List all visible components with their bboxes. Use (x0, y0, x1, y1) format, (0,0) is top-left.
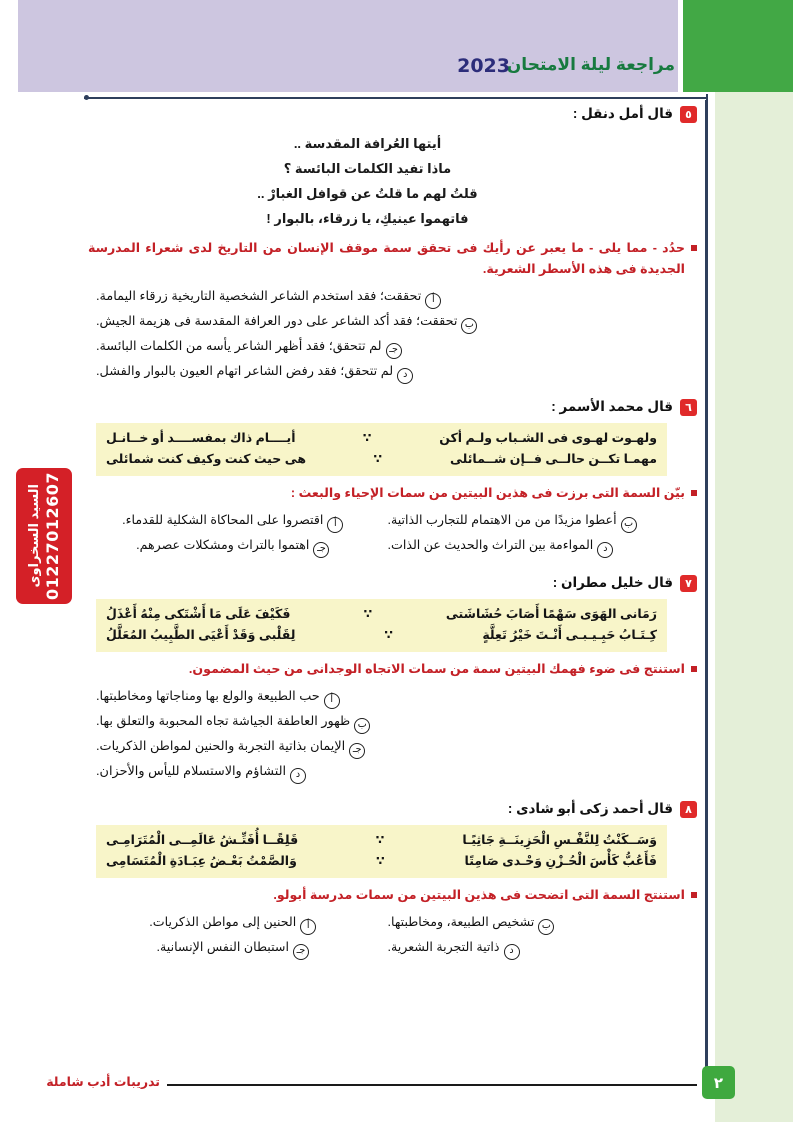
verse-hemistich-first: فَأَعُبُّ كَأْسَ الْحُـزْنِ وَحْـدى صَامِتًا (464, 854, 657, 868)
question-header (78, 798, 697, 820)
poem-line: قلتُ لهم ما قلتُ عن قوافل الغبارْ .. (257, 186, 478, 201)
verse-hemistich-first: كِـتَـابُ حَبِـيـبـى أَنْـتَ خَيْرُ تَعِلَّةٍ (482, 628, 657, 642)
option-marker: أ (327, 517, 343, 533)
verse-line (106, 604, 657, 625)
options-list (78, 910, 697, 960)
option-marker: ب (461, 318, 477, 334)
option-text: المواءمة بين التراث والحديث عن الذات. (387, 538, 594, 552)
verse-line (106, 830, 657, 851)
question-prompt-text: حدُد - مما يلى - ما يعبر عن رأيك فى تحقق سمة موقف الإنسان من التاريخ لدى شعراء المدرسة الجديدة فى هذه الأسطر الشعرية. (88, 241, 685, 276)
question-block (78, 396, 697, 558)
options-list (78, 284, 697, 384)
options-list (78, 684, 697, 784)
option-text: التشاؤم والاستسلام لليأس والأحزان. (96, 763, 287, 778)
question-title: قال أحمد زكى أبو شادى : (507, 801, 673, 816)
poem-line: فاتهموا عينيكِ، يا زرقاء، بالبوار ! (266, 211, 469, 226)
option-marker: جـ (349, 743, 365, 759)
author-name: السيد السخراوى (26, 484, 41, 588)
verse-line (106, 449, 657, 470)
verse-box (96, 599, 667, 652)
top-rule (84, 97, 708, 99)
verse-hemistich-second: فَكَيْفَ عَلَى مَا أَشْتَكى مِنْهُ أَعْذَلُ (106, 607, 291, 621)
question-title: قال خليل مطران : (552, 575, 673, 590)
page-number-badge: ٢ (702, 1066, 735, 1099)
question-prompt-text: استنتج السمة التى اتضحت فى هذين البيتين من سمات مدرسة أبولو. (273, 888, 685, 902)
question-title: قال أمل دنقل : (572, 106, 673, 121)
poem-text (78, 131, 697, 231)
bullet-icon (691, 892, 697, 898)
header-title: مراجعة ليلة الامتحان (506, 55, 675, 74)
option-marker: جـ (313, 542, 329, 558)
option-text: ظهور العاطفة الجياشة تجاه المحبوبة والتعلق بها. (96, 713, 351, 728)
verse-hemistich-second: وَالصَّمْتُ بَعْـضُ عِبَـادَةِ الْمُتَسَامِى (106, 854, 297, 868)
option-row[interactable] (82, 935, 384, 960)
verse-separator: ∵ (376, 854, 386, 868)
option-marker: د (290, 768, 306, 784)
verse-box (96, 825, 667, 878)
verse-hemistich-first: مهمـا تكــن حالــى فــإن شــمائلى (449, 452, 657, 466)
option-row[interactable] (82, 508, 384, 533)
bullet-icon (691, 490, 697, 496)
question-header (78, 572, 697, 594)
author-phone: 01227012607 (43, 472, 62, 600)
vertical-spine (705, 100, 708, 1080)
verse-hemistich-second: لِقَلْبى وَقَدْ أَعْيَى الطَّبِيبُ المُعَلَّلُ (106, 628, 296, 642)
question-number-badge: ٧ (680, 575, 697, 592)
author-contact-tag (16, 468, 72, 604)
option-text: لم تتحقق؛ فقد أظهر الشاعر يأسه من الكلمات البائسة. (96, 338, 382, 353)
option-marker: ب (621, 517, 637, 533)
question-prompt (78, 659, 697, 680)
bullet-icon (691, 666, 697, 672)
verse-separator: ∵ (384, 628, 394, 642)
verse-separator: ∵ (375, 833, 385, 847)
option-row[interactable] (96, 734, 697, 759)
question-number-badge: ٥ (680, 106, 697, 123)
option-marker: د (597, 542, 613, 558)
verse-hemistich-second: هى حيث كنت وكيف كنت شمائلى (106, 452, 307, 466)
question-header (78, 103, 697, 125)
option-text: تشخيص الطبيعة، ومخاطبتها. (387, 915, 535, 929)
right-green-column (715, 92, 793, 1122)
header-year: 2023 (457, 55, 510, 77)
question-prompt-text: استنتج فى ضوء فهمك البيتين سمة من سمات الاتجاه الوجدانى من حيث المضمون. (188, 662, 685, 676)
verse-separator: ∵ (362, 431, 373, 445)
poem-line: ماذا تفيد الكلمات البائسة ؟ (283, 161, 452, 176)
option-text: استبطان النفس الإنسانية. (156, 940, 289, 954)
option-row[interactable] (96, 309, 697, 334)
option-row[interactable] (388, 533, 690, 558)
option-text: تحققت؛ فقد استخدم الشاعر الشخصية التاريخية زرقاء اليمامة. (96, 288, 422, 303)
bullet-icon (691, 245, 697, 251)
option-row[interactable] (96, 359, 697, 384)
question-header (78, 396, 697, 418)
option-row[interactable] (96, 284, 697, 309)
option-marker: ب (538, 919, 554, 935)
option-text: تحققت؛ فقد أكد الشاعر على دور العرافة المقدسة فى هزيمة الجيش. (96, 313, 458, 328)
option-row[interactable] (82, 910, 384, 935)
option-row[interactable] (96, 759, 697, 784)
option-row[interactable] (388, 910, 690, 935)
option-marker: د (397, 368, 413, 384)
option-text: اهتموا بالتراث ومشكلات عصرهم. (136, 538, 310, 552)
option-marker: جـ (386, 343, 402, 359)
question-block (78, 798, 697, 960)
option-text: ذاتية التجربة الشعرية. (387, 940, 500, 954)
header-band (18, 0, 678, 92)
question-number-badge: ٦ (680, 399, 697, 416)
question-prompt-text: بيّن السمة التى برزت فى هذين البيتين من سمات الإحياء والبعث : (290, 486, 685, 500)
question-prompt (78, 238, 697, 280)
top-rule-cap-left (84, 95, 89, 100)
verse-line (106, 428, 657, 449)
verse-separator: ∵ (363, 607, 373, 621)
verse-hemistich-first: ولهـوت لهـوى فى الشـباب ولـم أكن (439, 431, 657, 445)
header-green-block (683, 0, 793, 92)
option-marker: جـ (293, 944, 309, 960)
option-marker: أ (324, 693, 340, 709)
option-text: الإيمان بذاتية التجربة والحنين لمواطن الذكريات. (96, 738, 346, 753)
question-block (78, 103, 697, 384)
option-marker: ب (354, 718, 370, 734)
option-row[interactable] (96, 684, 697, 709)
verse-hemistich-second: قَلِقًــا أُفَتِّـشُ عَالَمِــى الْمُتَرَامِـى (106, 833, 299, 847)
verse-separator: ∵ (373, 452, 383, 466)
questions-container (78, 103, 697, 960)
option-text: لم تتحقق؛ فقد رفض الشاعر اتهام العيون بالبوار والفشل. (96, 363, 394, 378)
option-row[interactable] (96, 334, 697, 359)
question-block (78, 572, 697, 784)
poem-line: أيتها العُرافة المقدسة .. (293, 136, 442, 151)
option-row[interactable] (388, 508, 690, 533)
option-text: الحنين إلى مواطن الذكريات. (149, 915, 297, 929)
footer-label: تدريبات أدب شاملة (39, 1074, 167, 1089)
option-text: اقتصروا على المحاكاة الشكلية للقدماء. (122, 513, 324, 527)
option-text: حب الطبيعة والولع بها ومناجاتها ومخاطبتها. (96, 688, 320, 703)
verse-line (106, 851, 657, 872)
option-marker: أ (300, 919, 316, 935)
verse-box (96, 423, 667, 476)
option-row[interactable] (96, 709, 697, 734)
options-list (78, 508, 697, 558)
option-row[interactable] (82, 533, 384, 558)
verse-hemistich-second: أيــــام ذاك بمفســــد أو خــانـل (106, 431, 296, 445)
page-footer (46, 1072, 724, 1098)
question-prompt (78, 885, 697, 906)
option-text: أعطوا مزيدًا من من الاهتمام للتجارب الذاتية. (387, 513, 617, 527)
question-number-badge: ٨ (680, 801, 697, 818)
option-marker: د (504, 944, 520, 960)
question-title: قال محمد الأسمر : (551, 399, 673, 414)
option-row[interactable] (388, 935, 690, 960)
verse-hemistich-first: وَسَــكَنْتُ لِلنَّفْـسِ الْحَزِينَــةِ جَاثِيًـا (462, 833, 657, 847)
verse-hemistich-first: رَمَانى الهَوَى سَهْمًا أَصَابَ حُشَاشَتى (445, 607, 657, 621)
option-marker: أ (425, 293, 441, 309)
verse-line (106, 625, 657, 646)
question-prompt (78, 483, 697, 504)
